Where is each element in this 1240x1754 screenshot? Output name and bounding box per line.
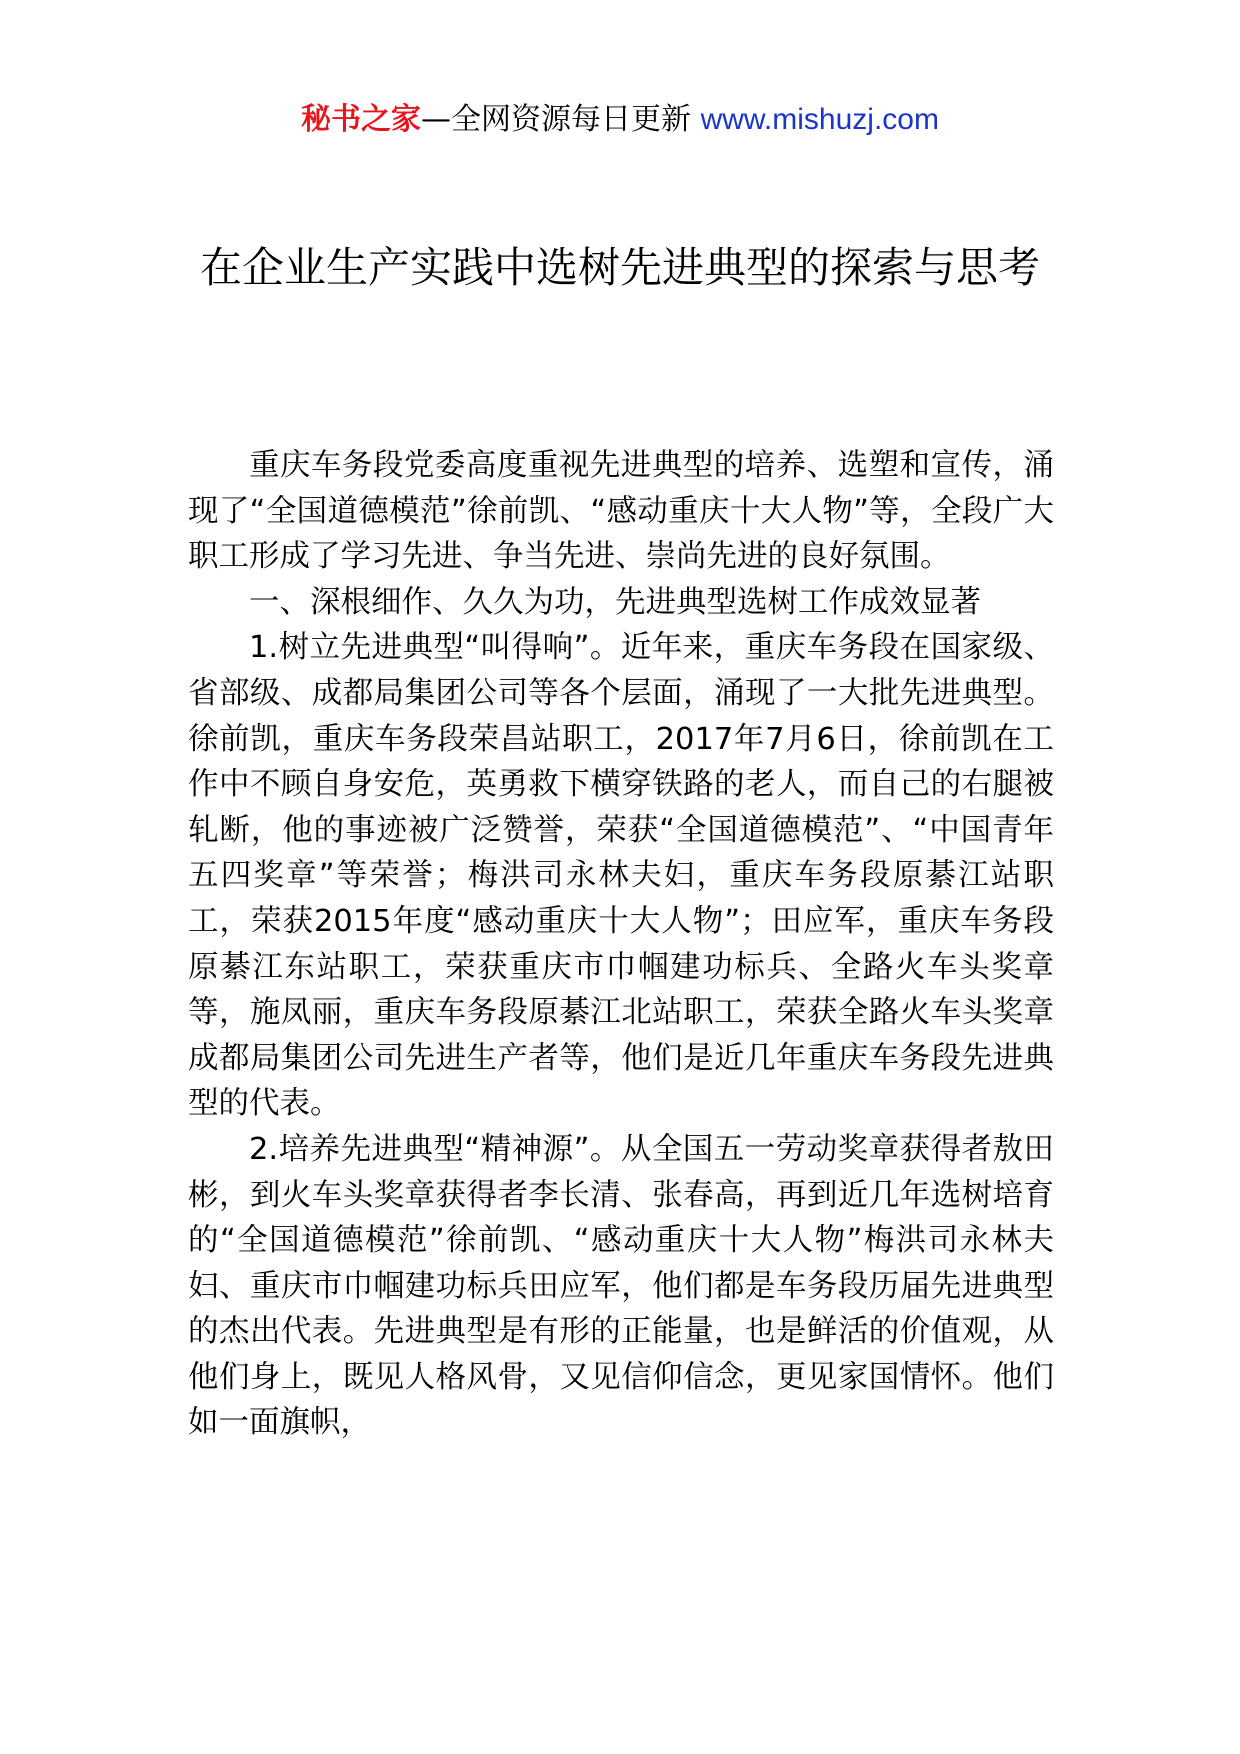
document-body <box>188 443 1054 1446</box>
site-header <box>0 100 1240 140</box>
site-brand: 秘书之家 <box>301 102 422 137</box>
body-paragraph: 1.树立先进典型“叫得响”。近年来，重庆车务段在国家级、省部级、成都局集团公司等各个层面，涌现了一大批先进典型。徐前凯，重庆车务段荣昌站职工，2017年7月6日，徐前凯在工作中不顾自身安危，英勇救下横穿铁路的老人，而自己的右腿被轧断，他的事迹被广泛赞誉，荣获“全国道德模范”、“中国青年五四奖章”等荣誉；梅洪司永林夫妇，重庆车务段原綦江站职工，荣获2015年度“感动重庆十大人物”；田应军，重庆车务段原綦江东站职工，荣获重庆市巾帼建功标兵、全路火车头奖章等，施凤丽，重庆车务段原綦江北站职工，荣获全路火车头奖章成都局集团公司先进生产者等，他们是近几年重庆车务段先进典型的代表。 <box>188 630 1054 1122</box>
site-tagline: —全网资源每日更新 <box>421 102 701 137</box>
intro-paragraph: 重庆车务段党委高度重视先进典型的培养、选塑和宣传，涌现了“全国道德模范”徐前凯、“感动重庆十大人物”等，全段广大职工形成了学习先进、争当先进、崇尚先进的良好氛围。 <box>188 448 1054 575</box>
site-url-link[interactable]: www.mishuzj.com <box>700 103 939 136</box>
body-paragraph: 2.培养先进典型“精神源”。从全国五一劳动奖章获得者敖田彬，到火车头奖章获得者李长清、张春高，再到近几年选树培育的“全国道德模范”徐前凯、“感动重庆十大人物”梅洪司永林夫妇、重庆市巾帼建功标兵田应军，他们都是车务段历届先进典型的杰出代表。先进典型是有形的正能量，也是鲜活的价值观，从他们身上，既见人格风骨，又见信仰信念，更见家国情怀。他们如一面旗帜， <box>188 1131 1054 1441</box>
section-heading: 一、深根细作、久久为功，先进典型选树工作成效显著 <box>249 584 981 620</box>
document-title: 在企业生产实践中选树先进典型的探索与思考 <box>199 243 1040 292</box>
